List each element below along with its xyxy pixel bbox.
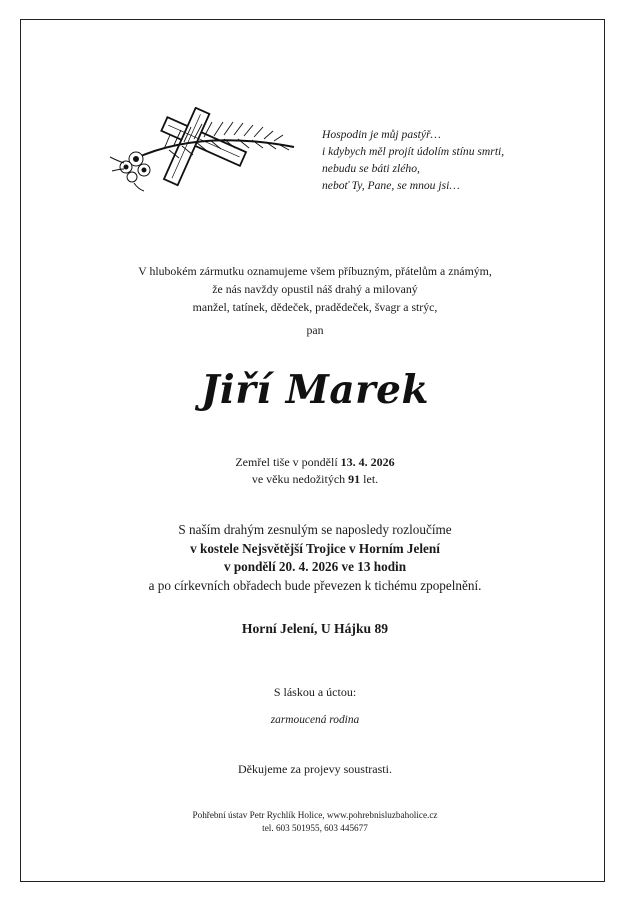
death-date-line <box>0 454 630 471</box>
verse-line: Hospodin je můj pastýř… <box>322 128 441 141</box>
thanks-line: Děkujeme za projevy soustrasti. <box>238 762 392 776</box>
funeral-place: v kostele Nejsvětější Trojice v Horním Jelení <box>190 540 440 556</box>
footer-phone: tel. 603 501955, 603 445677 <box>262 823 368 833</box>
intro-line: manžel, tatínek, dědeček, pradědeček, švagr a strýc, <box>192 300 438 314</box>
death-info <box>0 454 630 488</box>
psalm-verse <box>322 126 504 194</box>
announcement-text <box>0 262 630 316</box>
family-address: Horní Jelení, U Hájku 89 <box>241 621 389 636</box>
deceased-name: Jiří Marek <box>200 367 430 413</box>
funeral-home-footer <box>0 809 630 835</box>
age-value: 91 <box>348 472 361 486</box>
verse-line: i kdybych měl projít údolím stínu smrti, <box>322 145 505 158</box>
footer-line: Pohřební ústav Petr Rychlík Holice, www.pohrebnisluzbaholice.cz <box>192 810 438 820</box>
age-suffix: let. <box>360 472 379 486</box>
funeral-time: v pondělí 20. 4. 2026 ve 13 hodin <box>223 559 407 574</box>
funeral-cremation: a po církevních obřadech bude převezen k tichému zpopelnění. <box>148 577 482 593</box>
verse-line: neboť Ty, Pane, se mnou jsi… <box>322 179 460 192</box>
funeral-intro: S naším drahým zesnulým se naposledy rozloučíme <box>178 522 452 537</box>
cross-with-palm-icon <box>104 107 300 193</box>
family-signature: zarmoucená rodina <box>270 714 360 726</box>
age-prefix: ve věku nedožitých <box>251 472 349 486</box>
death-date: 13. 4. 2026 <box>340 455 395 469</box>
verse-line: nebudu se báti zlého, <box>322 162 420 175</box>
regards-line: S láskou a úctou: <box>273 685 357 699</box>
intro-line: že nás navždy opustil náš drahý a milovaný <box>212 282 418 296</box>
funeral-info <box>0 521 630 595</box>
age-line <box>0 471 630 488</box>
honorific: pan <box>306 323 324 337</box>
intro-line: V hlubokém zármutku oznamujeme všem příbuzným, přátelům a známým, <box>138 264 492 278</box>
death-date-prefix: Zemřel tiše v pondělí <box>235 455 341 469</box>
